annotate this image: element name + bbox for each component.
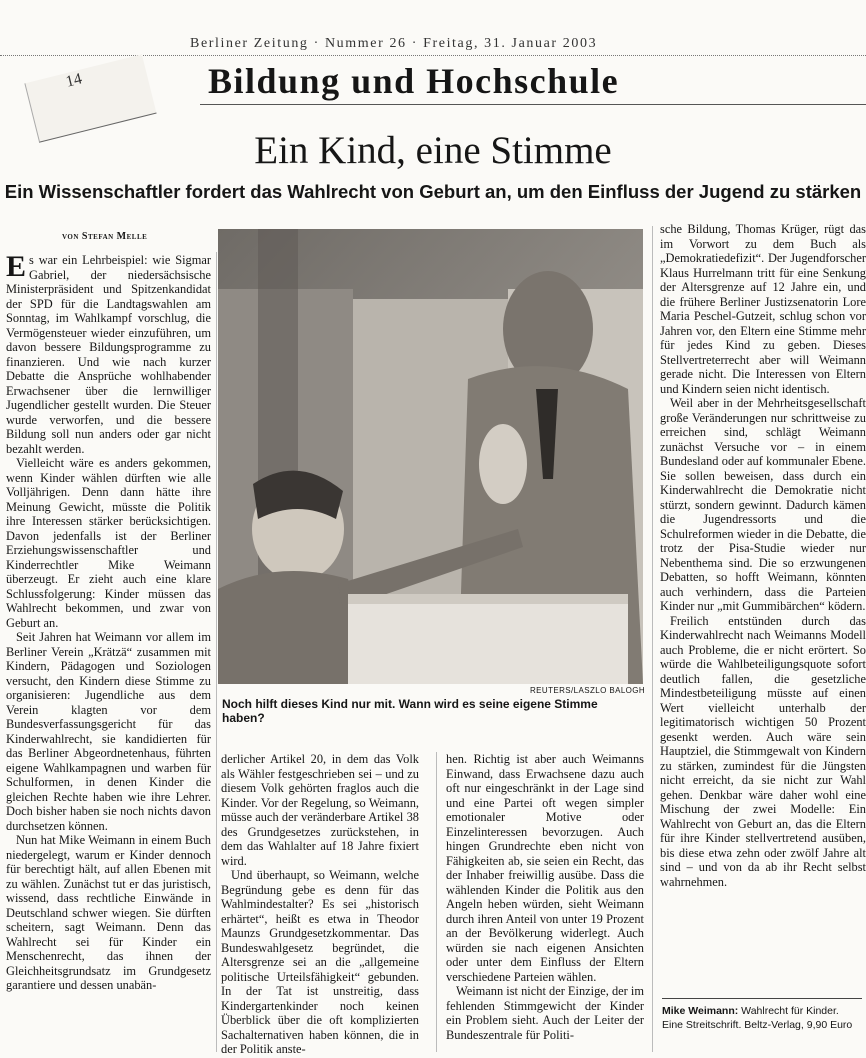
column-divider bbox=[436, 752, 437, 1052]
drop-cap: E bbox=[6, 250, 27, 283]
news-photo bbox=[218, 229, 643, 684]
column-divider bbox=[652, 226, 653, 1052]
subheadline: Ein Wissenschaftler fordert das Wahlrecht von Geburt an, um den Einfluss der Jugend zu stärken bbox=[4, 181, 862, 202]
paragraph: hen. Richtig ist aber auch Weimanns Einwand, dass Erwachsene dazu auch oft nur eingeschränkt in der Lage sind und eine Partei oft wegen simpler emotionaler Motive oder Einzelinteressen bevorzugen. Auch hingen Grundrechte eben nicht von Fähigkeiten ab, sie seien ein Recht, das der Inhaber freiwillig ausübe. Dass die wählenden Kinder die Politik aus den Angeln heben würden, sieht Weimann durch ihren Anteil von unter 19 Prozent an der Bevölkerung widerlegt. Auch würden sie nach eigenen Ansichten oder unter dem Einfluss der Eltern verschiedene Parteien wählen. bbox=[446, 752, 644, 984]
byline: von Stefan Melle bbox=[62, 231, 148, 242]
paragraph: Und überhaupt, so Weimann, welche Begründung gebe es denn für das Wahlmindestalter? Es sei „historisch erhärtet“, heißt es etwa in Theodor Maunzs Grundgesetzkommentar. Das Bundeswahlgesetz begründet, die Altersgrenze sei an die „allgemeine politische Urteilsfähigkeit“ gebunden. In der Tat ist unstreitig, dass Kindergartenkinder noch keinen Überblick über die oft komplizierten Sachalternativen haben können, die in der Politik anste- bbox=[221, 868, 419, 1056]
column-divider bbox=[216, 252, 217, 1052]
photo-caption: Noch hilft dieses Kind nur mit. Wann wird es seine eigene Stimme haben? bbox=[222, 697, 598, 725]
photo-credit: REUTERS/LASZLO BALOGH bbox=[530, 686, 646, 695]
paragraph: Vielleicht wäre es anders gekommen, wenn Kinder wählen dürften wie alle Volljährigen. Denn dann hätte ihre Meinung Gewicht, müsste die Politik ihre Interessen stärker berücksichtigen. Davon jedenfalls ist der Berliner Erziehungswissenschaftler und Kinderrechtler Mike Weimann überzeugt. Er zieht auch eine klare Schlussfolgerung: Kinder müssen das Wahlrecht bekommen, und zwar von Geburt an. bbox=[6, 456, 211, 630]
section-title: Bildung und Hochschule bbox=[208, 61, 620, 101]
article-column-3 bbox=[446, 752, 644, 1042]
paragraph: Weil aber in der Mehrheitsgesellschaft große Veränderungen nur schrittweise zu erreichen sind, schlägt Weimann zunächst Versuche vor – in einem Bundesland oder auf kommunaler Ebene. Sie sollen beweisen, dass durch ein Kinderwahlrecht die Demokratie nicht stürzt, sondern gewinnt. Dadurch kämen die Jugendressorts und die Schulreformen wieder in die Debatte, die trotz der Pisa-Studie wieder nur Nebenthema sind. Die so erzwungenen Debatten, so hofft Weimann, könnten auch verhindern, dass die Parteien Kinder nur „mit Gummibärchen“ ködern. bbox=[660, 396, 866, 613]
headline: Ein Kind, eine Stimme bbox=[254, 129, 612, 172]
paragraph: Weimann ist nicht der Einzige, der im fehlenden Stimmgewicht der Kinder ein Problem sieht. Auch der Leiter der Bundeszentrale für Politi- bbox=[446, 984, 644, 1042]
book-details: Eine Streitschrift. Beltz-Verlag, 9,90 Euro bbox=[662, 1019, 853, 1031]
book-info bbox=[662, 1004, 866, 1032]
masthead-rule bbox=[0, 55, 866, 56]
photo-illustration bbox=[218, 229, 643, 684]
book-author: Mike Weimann: bbox=[662, 1005, 739, 1017]
article-column-4 bbox=[660, 222, 866, 889]
book-info-rule bbox=[662, 998, 862, 999]
article-column-1 bbox=[6, 250, 211, 993]
section-rule bbox=[200, 104, 866, 105]
article-column-2 bbox=[221, 752, 419, 1057]
paragraph: Freilich entstünden durch das Kinderwahlrecht nach Weimanns Modell auch Probleme, die er nicht erörtert. So würde die Wahlbeteiligungsquote sofort deutlich fallen, die gesetzliche Mindestbeteiligung müsste auf einen Wert vielleicht unterhalb der legitimatorisch wichtigen 50 Prozent gesenkt werden. Auch wäre sein Hauptziel, die Stimmgewalt von Kindern zu stärken, zumindest für die Jüngsten nicht erreicht, da sie nicht zur Wahl gehen. Denkbar wäre daher wohl eine Mischung der zwei Modelle: Ein Wahlrecht von Geburt an, das die Eltern für ihre Kinder stellvertretend ausüben, bis diese etwa zehn oder zwölf Jahre alt sind – und von da ab ihr Recht selbst wahrnehmen. bbox=[660, 613, 866, 889]
page-number: 14 bbox=[64, 70, 84, 91]
paragraph: Nun hat Mike Weimann in einem Buch niedergelegt, warum er Kinder dennoch für berechtigt hält, auf allen Ebenen mit zu wählen. Zunächst tut er das juristisch, wissend, dass rechtliche Einwände in Deutschland schwer wiegen. Sie dürften scheitern, sagt Weimann. Denn das Wahlrecht sei für Kinder ein Menschenrecht, das ihnen der Gleichheitsgrundsatz im Grundgesetz garantiere und dessen unabän- bbox=[6, 833, 211, 992]
masthead: Berliner Zeitung · Nummer 26 · Freitag, 31. Januar 2003 bbox=[190, 36, 598, 51]
paragraph: sche Bildung, Thomas Krüger, rügt das im Vorwort zu dem Buch als „Demokratiedefizit“. Der Jugendforscher Klaus Hurrelmann tritt für eine Senkung der Altersgrenze auf 12 Jahre ein, und die frühere Berliner Justizsenatorin Lore Maria Peschel-Gutzeit, schlug schon vor Jahren vor, den Eltern eine Stimme mehr für jedes Kind zu geben. Dieses Stellvertreterrecht aber will Weimann gerade nicht. Die Interessen von Eltern und Kindern seien nicht identisch. bbox=[660, 222, 866, 396]
book-title: Wahlrecht für Kinder. bbox=[741, 1005, 839, 1017]
paragraph: derlicher Artikel 20, in dem das Volk als Wähler festgeschrieben sei – und zu diesem Volk gehörten fraglos auch die Kinder. Vor der Regelung, so Weimann, müsse auch der veränderbare Artikel 38 des Grundgesetzes zurückstehen, in dem das Wahlalter auf 18 Jahre fixiert wird. bbox=[221, 752, 419, 868]
paragraph: s war ein Lehrbeispiel: wie Sigmar Gabriel, der niedersächsische Ministerpräsident und Spitzenkandidat der SPD für die Landtagswahlen am Sonntag, im Wahlkampf vorschlug, die Vermögensteuer wieder einzuführen, um davon bessere Bildungsprogramme zu finanzieren. Und wie nach kurzer Debatte die Ansprüche wohlhabender Erwachsener über die lernwilliger Jugendlicher gestellt wurden. Die Steuer wurde verworfen, und die bessere Bildung soll nun anders oder gar nicht bezahlt werden. bbox=[6, 253, 211, 456]
paragraph: Seit Jahren hat Weimann vor allem im Berliner Verein „Krätzä“ zusammen mit Kindern, Pädagogen und Soziologen versucht, den Kindern diese Stimme zu organisieren: Jugendliche aus dem Verein klagten vor dem Bundesverfassungsgericht für das Kinderwahlrecht, sie kandidierten für das Berliner Abgeordnetenhaus, führten eigene Wahlkampagnen und warben für Schulformen, in denen Kinder die gleichen Rechte haben wie ihre Lehrer. Doch bisher haben sie noch nichts davon durchsetzen können. bbox=[6, 630, 211, 833]
